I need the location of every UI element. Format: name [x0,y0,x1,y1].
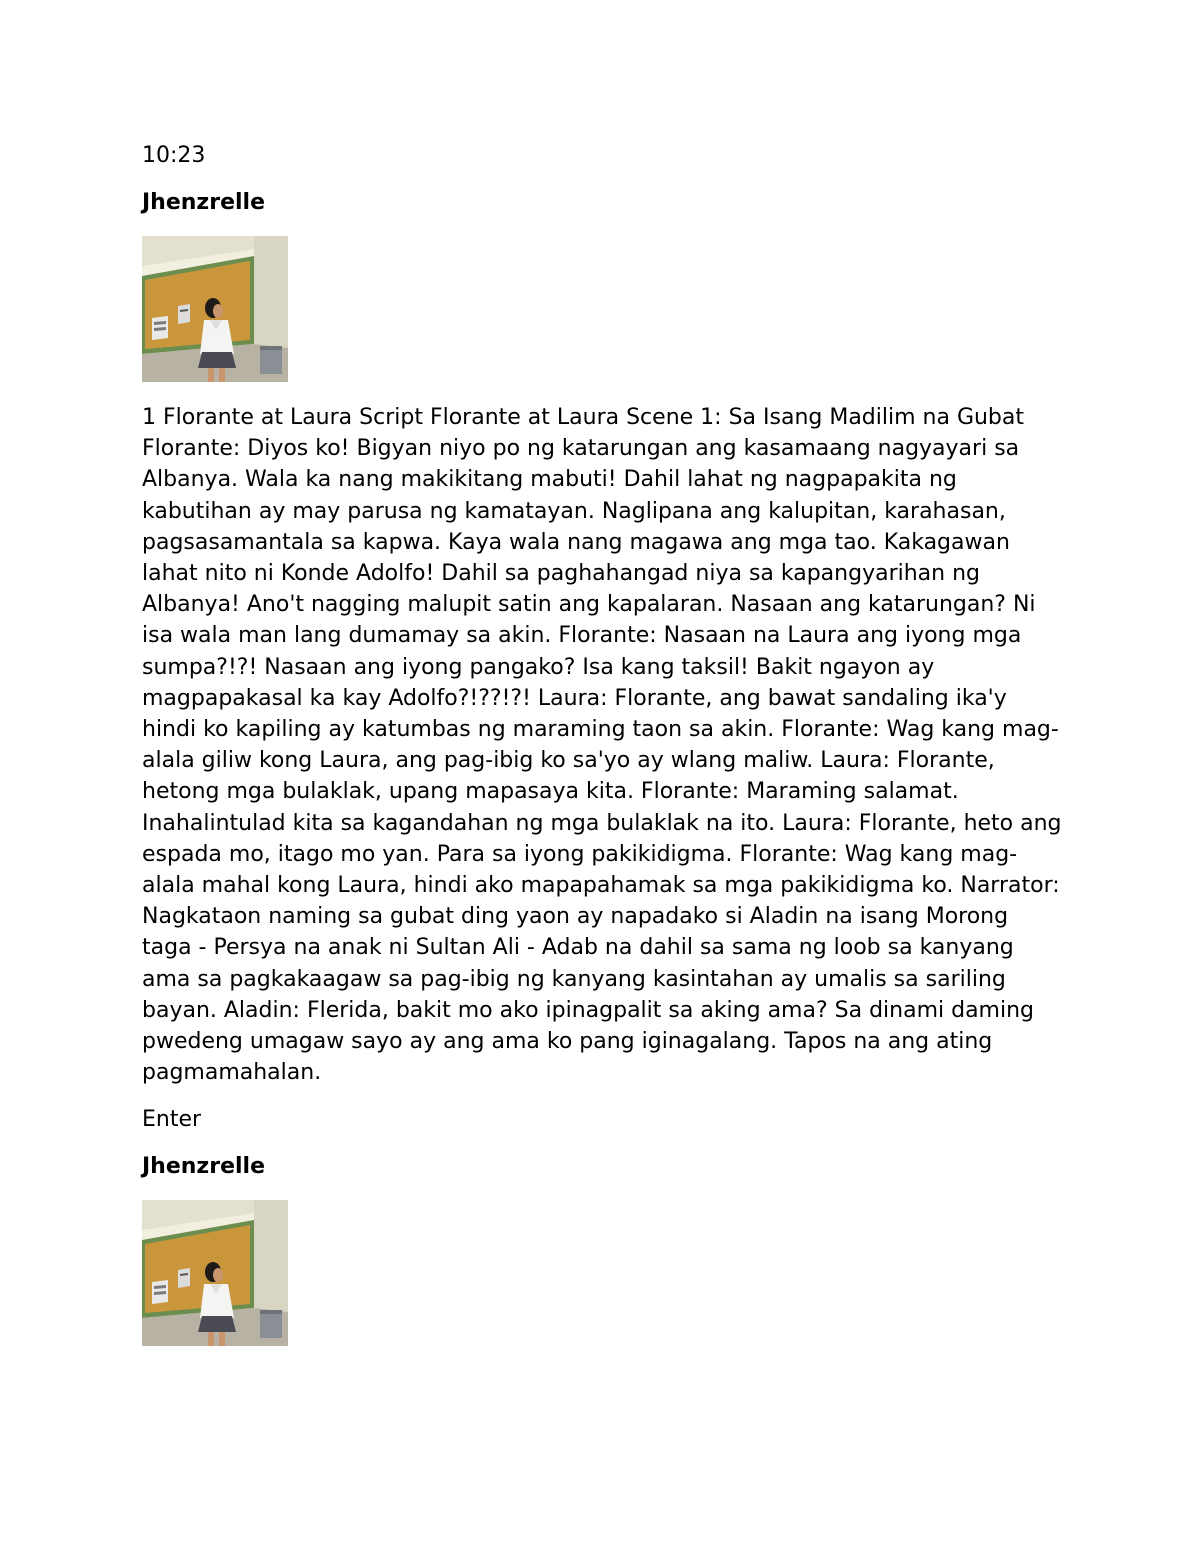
classroom-photo-image-second [142,1200,288,1346]
sender-name: Jhenzrelle [142,190,266,215]
message-time: 10:23 [142,143,206,168]
document-page [142,140,1062,1366]
attached-photo[interactable] [142,236,288,382]
enter-text: Enter [142,1107,202,1133]
attached-photo-second[interactable] [142,1200,288,1346]
classroom-photo-image [142,236,288,382]
sender-name-second: Jhenzrelle [142,1154,266,1180]
message-text: 1 Florante at Laura Script Florante at Laura Scene 1: Sa Isang Madilim na Gubat Florante: Diyos ko! Bigyan niyo po ng katarungan ang kasamaang nagyayari sa Albanya. Wala ka nang makikitang mabuti! Dahil lahat ng nagpapakita ng kabutihan ay may parusa ng kamatayan. Naglipana ang kalupitan, karahasan, pagsasamantala sa kapwa. Kaya wala nang magawa ang mga tao. Kakagawan lahat nito ni Konde Adolfo! Dahil sa paghahangad niya sa kapangyarihan ng Albanya! Ano't nagging malupit satin ang kapalaran. Nasaan ang katarungan? Ni isa wala man lang dumamay sa akin. Florante: Nasaan na Laura ang iyong mga sumpa?!?! Nasaan ang iyong pangako? Isa kang taksil! Bakit ngayon ay magpapakasal ka kay Adolfo?!??!?! Laura: Florante, ang bawat sandaling ika'y hindi ko kapiling ay katumbas ng maraming taon sa akin. Florante: Wag kang mag-alala giliw kong Laura, ang pag-ibig ko sa'yo ay wlang maliw. Laura: Florante, hetong mga bulaklak, upang mapasaya kita. Florante: Maraming salamat. Inahalintulad kita sa kagandahan ng mga bulaklak na ito. Laura: Florante, heto ang espada mo, itago mo yan. Para sa iyong pakikidigma. Florante: Wag kang mag-alala mahal kong Laura, hindi ako mapapahamak sa mga pakikidigma ko. Narrator: Nagkataon naming sa gubat ding yaon ay napadako si Aladin na isang Morong taga - Persya na anak ni Sultan Ali - Adab na dahil sa sama ng loob sa kanyang ama sa pagkakaagaw sa pag-ibig ng kanyang kasintahan ay umalis sa sariling bayan. Aladin: Flerida, bakit mo ako ipinagpalit sa aking ama? Sa dinami daming pwedeng umagaw sayo ay ang ama ko pang iginagalang. Tapos na ang ating pagmamahalan. [142,405,1062,1086]
